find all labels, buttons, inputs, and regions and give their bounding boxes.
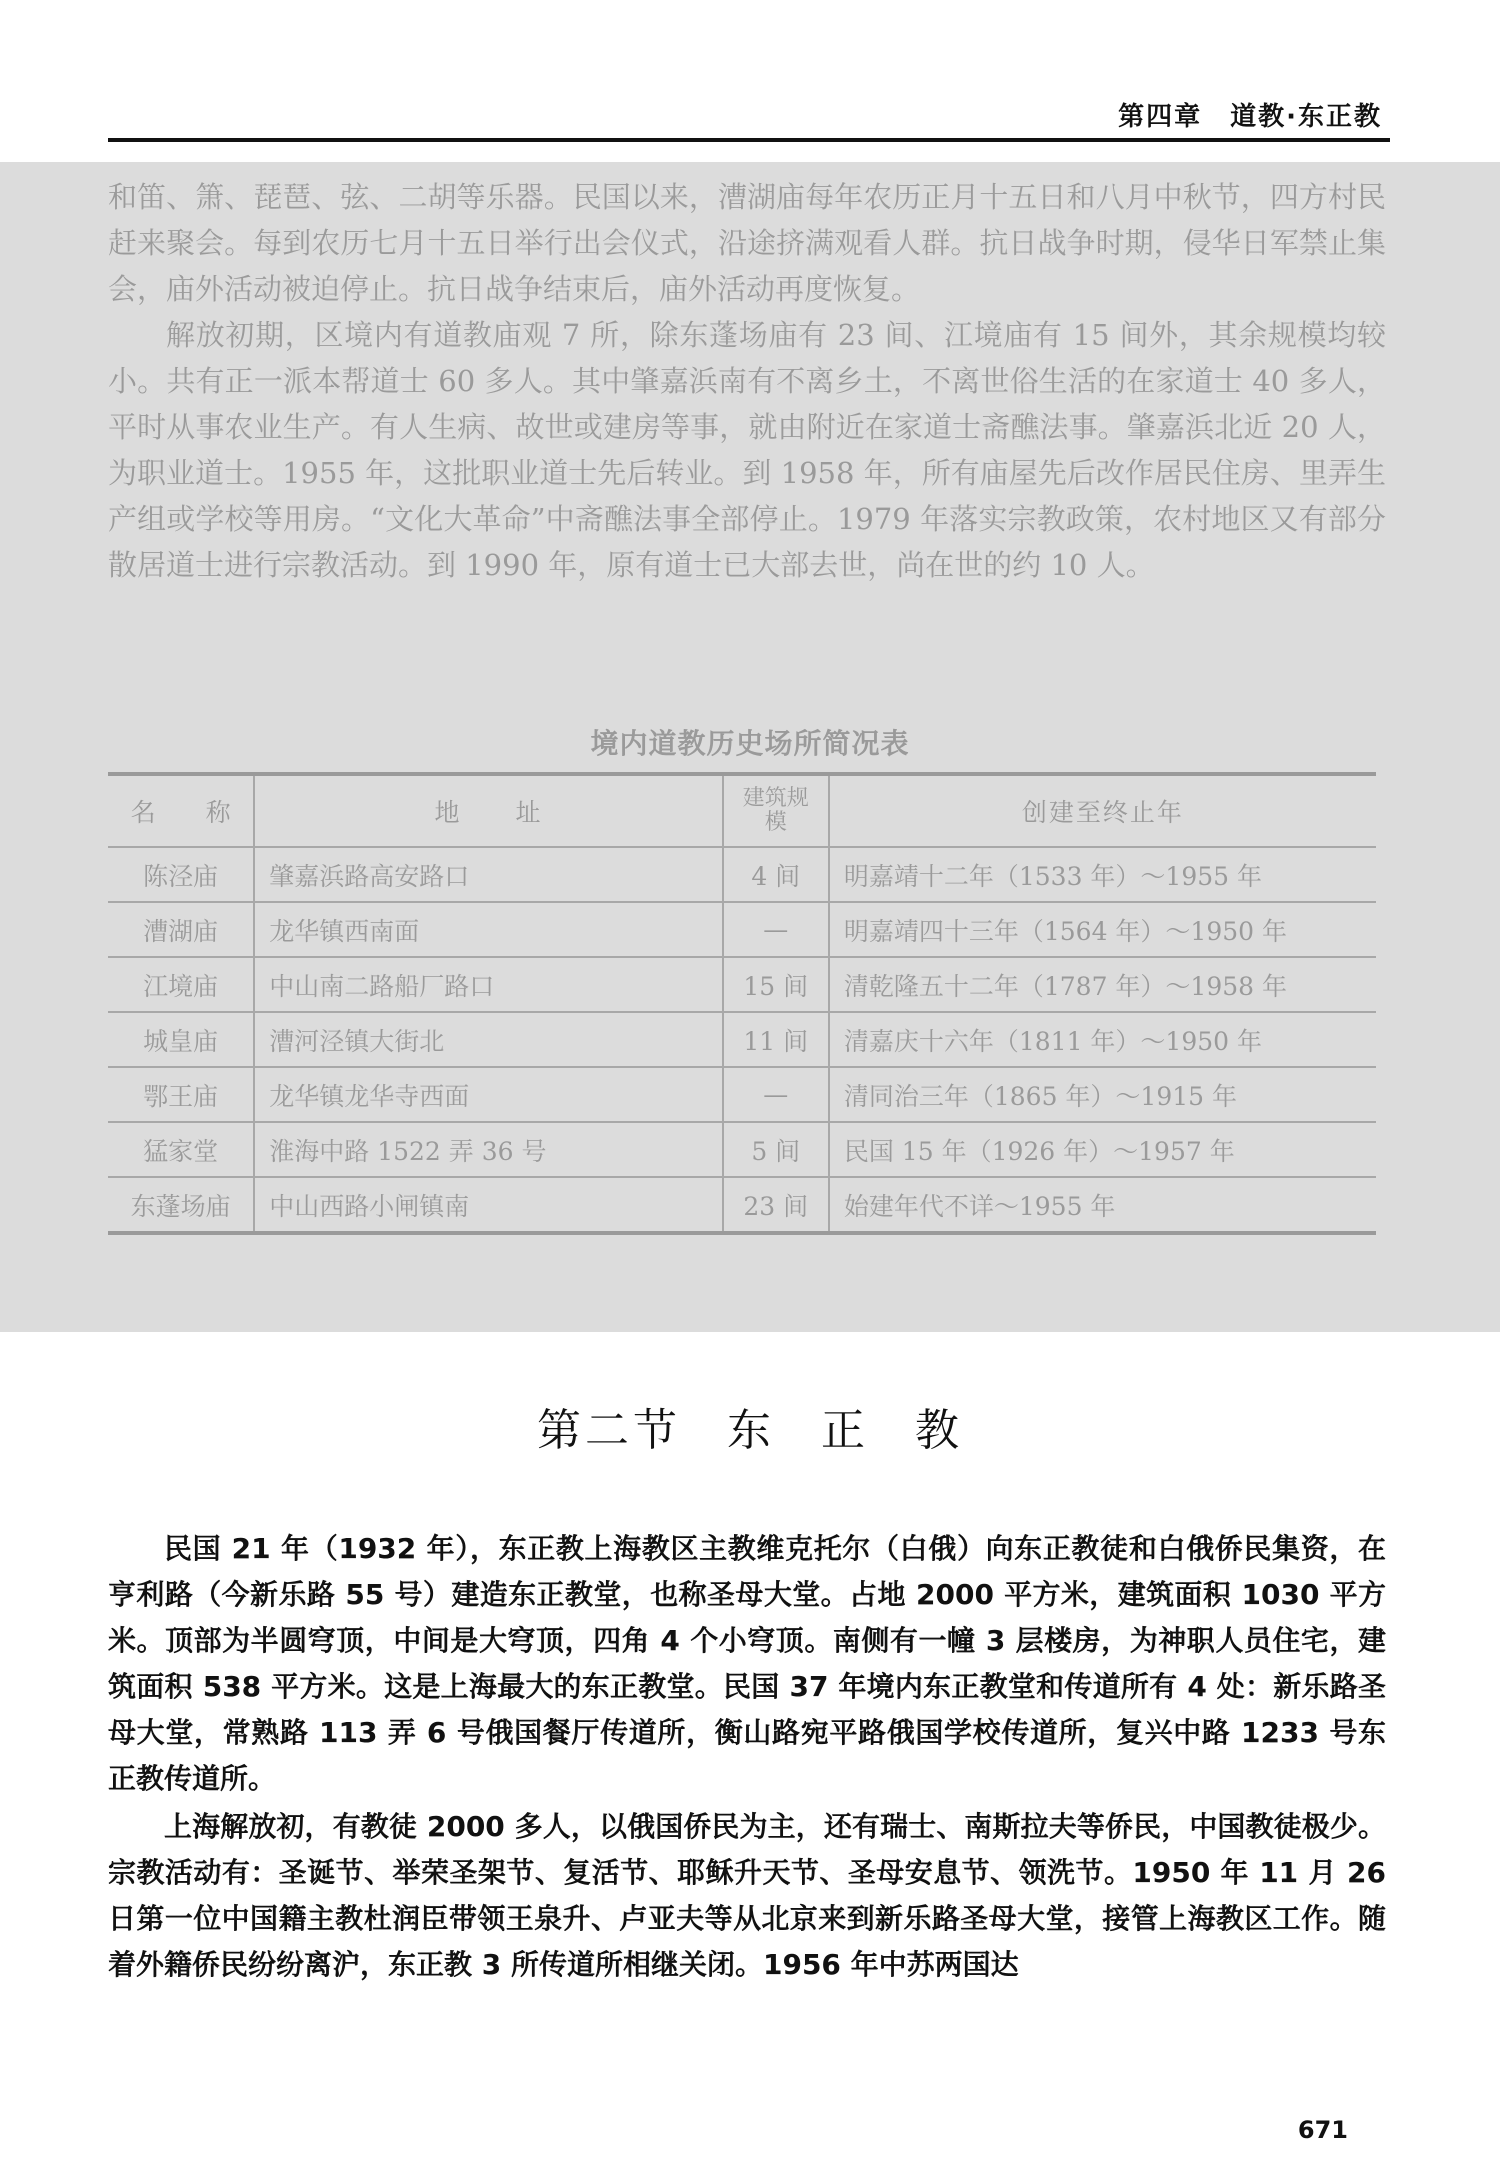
cell-period: 始建年代不详～1955 年	[829, 1177, 1376, 1233]
cell-scale: —	[723, 1067, 829, 1122]
section-title-part: 东	[727, 1405, 775, 1456]
table-header-row	[108, 774, 1376, 847]
page-number: 671	[1297, 2116, 1348, 2144]
section-paragraph-2: 上海解放初，有教徒 2000 多人，以俄国侨民为主，还有瑞士、南斯拉夫等侨民，中国教徒极少。宗教活动有：圣诞节、举荣圣架节、复活节、耶稣升天节、圣母安息节、领洗节。1950 年 11 月 26 日第一位中国籍主教杜润臣带领王泉升、卢亚夫等从北京来到新乐路圣母大堂，接管上海教区工作。随着外籍侨民纷纷离沪，东正教 3 所传道所相继关闭。1956 年中苏两国达	[108, 1810, 1386, 1981]
cell-name: 鄂王庙	[108, 1067, 254, 1122]
header-period: 创建至终止年	[829, 774, 1376, 847]
table-row	[108, 902, 1376, 957]
table-row	[108, 1177, 1376, 1233]
section-title-part: 教	[915, 1405, 963, 1456]
gray-paragraph-1: 和笛、箫、琵琶、弦、二胡等乐器。民国以来，漕湖庙每年农历正月十五日和八月中秋节，四方村民赶来聚会。每到农历七月十五日举行出会仪式，沿途挤满观看人群。抗日战争时期，侵华日军禁止集会，庙外活动被迫停止。抗日战争结束后，庙外活动再度恢复。	[108, 180, 1386, 306]
cell-period: 明嘉靖十二年（1533 年）～1955 年	[829, 847, 1376, 902]
cell-period: 民国 15 年（1926 年）～1957 年	[829, 1122, 1376, 1177]
cell-name: 江境庙	[108, 957, 254, 1012]
header-scale: 建筑规模	[723, 774, 829, 847]
table-row	[108, 1012, 1376, 1067]
cell-name: 漕湖庙	[108, 902, 254, 957]
table-title: 境内道教历史场所简况表	[590, 727, 910, 760]
cell-scale: 15 间	[723, 957, 829, 1012]
cell-scale: 11 间	[723, 1012, 829, 1067]
cell-period: 清嘉庆十六年（1811 年）～1950 年	[829, 1012, 1376, 1067]
cell-scale: 5 间	[723, 1122, 829, 1177]
cell-period: 明嘉靖四十三年（1564 年）～1950 年	[829, 902, 1376, 957]
history-table	[108, 772, 1376, 1235]
header-rule	[108, 138, 1390, 142]
table-row	[108, 1122, 1376, 1177]
cell-address: 中山西路小闸镇南	[254, 1177, 722, 1233]
chapter-header: 第四章 道教·东正教	[1118, 102, 1382, 132]
section-title	[0, 1394, 1500, 1458]
table-row	[108, 1067, 1376, 1122]
cell-scale: 4 间	[723, 847, 829, 902]
cell-address: 龙华镇西南面	[254, 902, 722, 957]
section-title-part: 正	[821, 1405, 869, 1456]
cell-period: 清同治三年（1865 年）～1915 年	[829, 1067, 1376, 1122]
cell-name: 陈泾庙	[108, 847, 254, 902]
cell-address: 漕河泾镇大街北	[254, 1012, 722, 1067]
header-address: 地 址	[254, 774, 722, 847]
cell-name: 猛家堂	[108, 1122, 254, 1177]
section-title-part: 第二节	[537, 1405, 681, 1456]
cell-address: 淮海中路 1522 弄 36 号	[254, 1122, 722, 1177]
cell-name: 城皇庙	[108, 1012, 254, 1067]
cell-period: 清乾隆五十二年（1787 年）～1958 年	[829, 957, 1376, 1012]
cell-scale: —	[723, 902, 829, 957]
cell-address: 肇嘉浜路高安路口	[254, 847, 722, 902]
cell-name: 东蓬场庙	[108, 1177, 254, 1233]
cell-scale: 23 间	[723, 1177, 829, 1233]
table-row	[108, 957, 1376, 1012]
table-row	[108, 847, 1376, 902]
section-paragraph-1: 民国 21 年（1932 年），东正教上海教区主教维克托尔（白俄）向东正教徒和白俄侨民集资，在亨利路（今新乐路 55 号）建造东正教堂，也称圣母大堂。占地 2000 平方米，建筑面积 1030 平方米。顶部为半圆穹顶，中间是大穹顶，四角 4 个小穹顶。南侧有一幢 3 层楼房，为神职人员住宅，建筑面积 538 平方米。这是上海最大的东正教堂。民国 37 年境内东正教堂和传道所有 4 处：新乐路圣母大堂，常熟路 113 弄 6 号俄国餐厅传道所，衡山路宛平路俄国学校传道所，复兴中路 1233 号东正教传道所。	[108, 1532, 1386, 1795]
cell-address: 龙华镇龙华寺西面	[254, 1067, 722, 1122]
cell-address: 中山南二路船厂路口	[254, 957, 722, 1012]
header-name: 名 称	[108, 774, 254, 847]
gray-paragraph-2: 解放初期，区境内有道教庙观 7 所，除东蓬场庙有 23 间、江境庙有 15 间外，其余规模均较小。共有正一派本帮道士 60 多人。其中肇嘉浜南有不离乡土，不离世俗生活的在家道士 40 多人，平时从事农业生产。有人生病、故世或建房等事，就由附近在家道士斋醮法事。肇嘉浜北近 20 人，为职业道士。1955 年，这批职业道士先后转业。到 1958 年，所有庙屋先后改作居民住房、里弄生产组或学校等用房。“文化大革命”中斋醮法事全部停止。1979 年落实宗教政策，农村地区又有部分散居道士进行宗教活动。到 1990 年，原有道士已大部去世，尚在世的约 10 人。	[108, 318, 1386, 582]
